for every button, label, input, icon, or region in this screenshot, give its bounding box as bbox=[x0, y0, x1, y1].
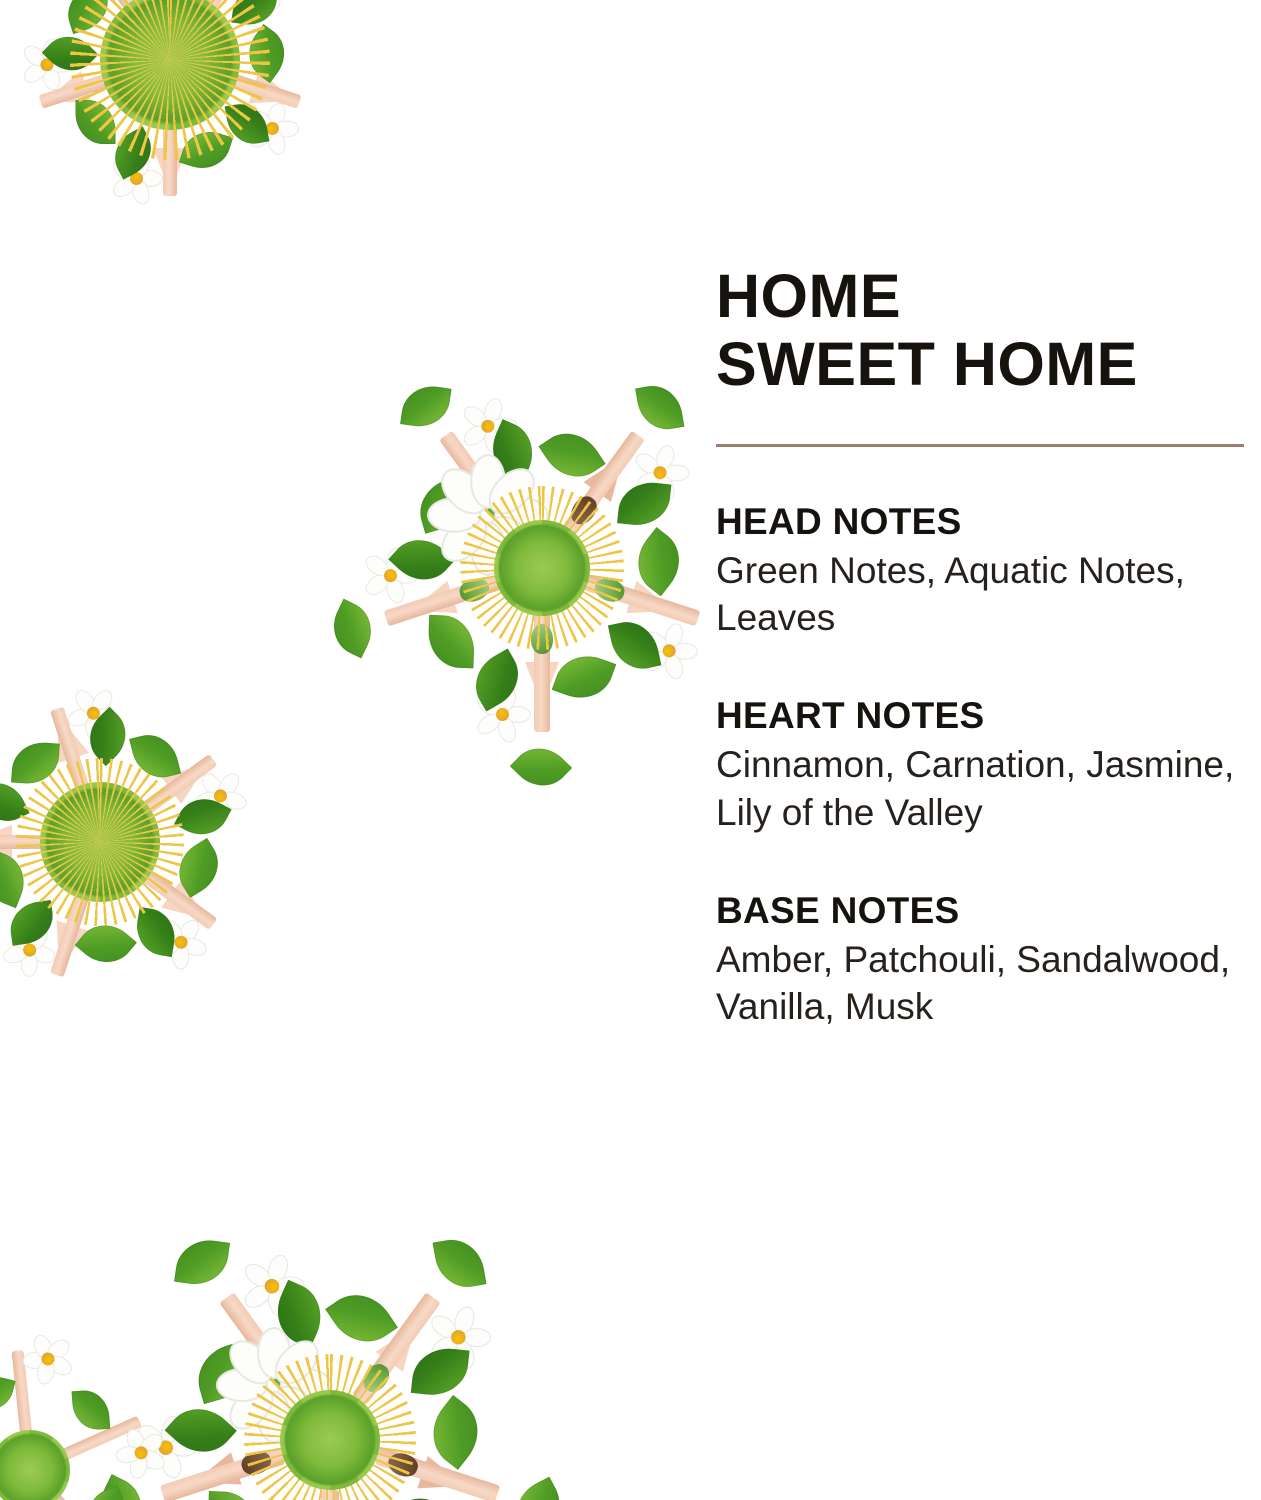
note-block-head bbox=[716, 501, 1256, 642]
fragrance-notes-panel bbox=[716, 262, 1256, 1031]
note-block-base bbox=[716, 890, 1256, 1031]
mandala-bottom-edge bbox=[0, 1290, 210, 1500]
note-block-heart bbox=[716, 695, 1256, 836]
title-line-1: HOME bbox=[716, 262, 901, 330]
note-body-heart: Cinnamon, Carnation, Jasmine, Lily of the Valley bbox=[716, 744, 1235, 833]
note-heading-head: HEAD NOTES bbox=[716, 500, 962, 542]
mandala-left-edge bbox=[0, 612, 330, 1072]
page-title bbox=[716, 262, 1256, 399]
note-heading-heart: HEART NOTES bbox=[716, 695, 985, 737]
title-divider bbox=[716, 444, 1244, 447]
title-line-2: SWEET HOME bbox=[716, 330, 1138, 399]
note-heading-base: BASE NOTES bbox=[716, 890, 960, 932]
mandala-top-left bbox=[0, 0, 400, 290]
note-body-base: Amber, Patchouli, Sandalwood, Vanilla, Musk bbox=[716, 939, 1231, 1028]
note-body-head: Green Notes, Aquatic Notes, Leaves bbox=[716, 549, 1185, 638]
